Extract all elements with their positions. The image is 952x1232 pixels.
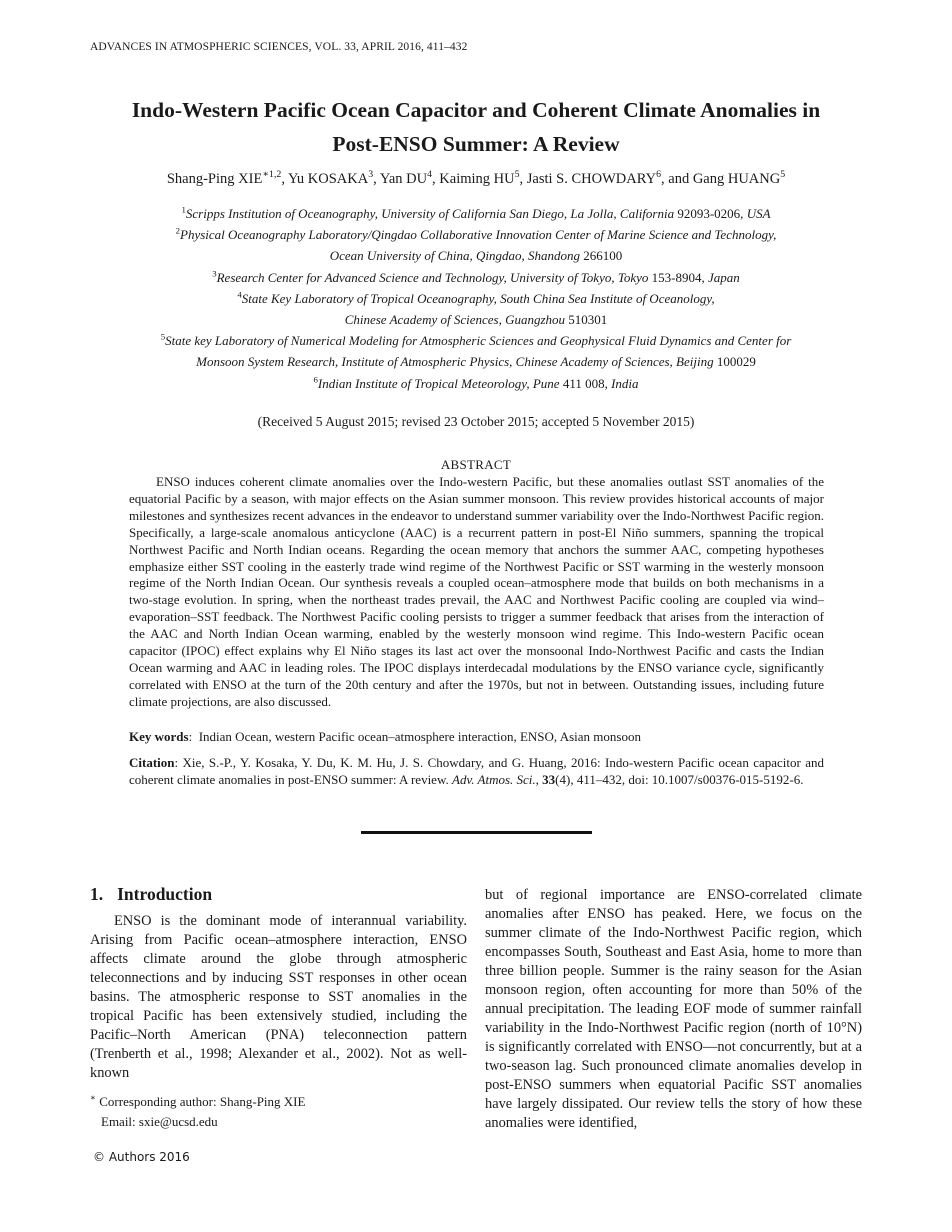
citation-journal: Adv. Atmos. Sci.	[452, 772, 536, 787]
affiliation-inst: Physical Oceanography Laboratory/Qingdao Collaborative Innovation Center of Marine Science and Technology,	[180, 227, 777, 243]
abstract-body: ENSO induces coherent climate anomalies over the Indo-western Pacific, but these anomalies outlast SST anomalies of the equatorial Pacific by a season, with major effects on the Asian summer monsoon. This review provides historical accounts of major milestones and synthesizes recent advances in the endeavor to understand summer variability over the Indo-Northwest Pacific region. Specifically, a large-scale anomalous anticyclone (AAC) is a recurrent pattern in post-El Niño summers, spanning the tropical Northwest Pacific and North Indian oceans. Regarding the ocean memory that anchors the summer AAC, competing hypotheses emphasize either SST cooling in the easterly trade wind regime of the Northwest Pacific or SST warming in the westerly monsoon regime of the North Indian Ocean. Our synthesis reveals a coupled ocean–atmosphere mode that builds on both mechanisms in a two-stage evolution. In spring, when the northeast trades prevail, the AAC and Northwest Pacific cooling are coupled via wind–evaporation–SST feedback. The Northwest Pacific cooling persists to trigger a summer feedback that arises from the interaction of the AAC and North Indian Ocean warming, enabled by the westerly monsoon wind regime. This Indo-western Pacific ocean capacitor (IPOC) effect explains why El Niño stages its last act over the monsoonal Indo-Northwest Pacific and casts the Indian Ocean warming and AAC in leading roles. The IPOC displays interdecadal modulations by the ENSO variance cycle, significantly correlated with ENSO at the turn of the 20th century and after the 1970s, but not in between. Outstanding issues, including future climate projections, are also discussed.	[129, 474, 824, 709]
affiliation-code: 266100	[579, 248, 623, 264]
affiliation-code: 510301	[565, 312, 608, 328]
author-name: Yan DU	[379, 171, 428, 187]
citation	[129, 754, 824, 788]
affiliation-code: 92093-0206,	[674, 206, 747, 221]
footnote-email: Email: sxie@ucsd.edu	[101, 1114, 218, 1129]
intro-left-column: ENSO is the dominant mode of interannual variability. Arising from Pacific ocean–atmosphere interaction, ENSO affects climate around the globe through atmospheric teleconnections and by inducing SST responses in other ocean basins. The atmospheric response to SST anomalies in the tropical Pacific has been extensively studied, including the Pacific–North American (PNA) teleconnection pattern (Trenberth et al., 1998; Alexander et al., 2002). Not as well-known	[90, 913, 467, 1081]
author-name: Yu KOSAKA	[288, 171, 369, 187]
keywords-label: Key words	[129, 729, 189, 744]
affiliation-inst: Indian Institute of Tropical Meteorology, Pune	[317, 375, 560, 391]
affiliation-2-cont	[0, 245, 952, 266]
intro-right-column: but of regional importance are ENSO-correlated climate anomalies after ENSO has peaked. Here, we focus on the summer climate of the Indo-Northwest Pacific region, which encompasses South, Southeast and East Asia, home to more than three billion people. Summer is the rainy season for the Asian monsoon region, often accounting for more than 50% of the annual precipitation. The leading EOF mode of summer rainfall variability in the Indo-Northwest Pacific region (north of 10°N) is significantly correlated with ENSO—not concurrently, but at a two-season lag. Such pronounced climate anomalies develop in post-ENSO summers when equatorial Pacific SST anomalies have largely dissipated. Our review tells the story of how these anomalies were identified,	[485, 887, 862, 1131]
affiliation-inst: State Key Laboratory of Tropical Oceanography, South China Sea Institute of Oceanology,	[241, 290, 715, 306]
affiliation-inst: Ocean University of China, Qingdao, Shandong	[329, 248, 580, 264]
affiliation-num: 2	[175, 225, 181, 236]
copyright: © Authors 2016	[93, 1150, 190, 1164]
affiliation-country: Japan	[708, 269, 740, 285]
author-sep: ,	[519, 171, 527, 187]
affiliation-num: 4	[237, 289, 242, 300]
footnote	[90, 1092, 305, 1132]
affiliation-num: 3	[212, 268, 217, 279]
citation-sep: ,	[535, 772, 543, 787]
affiliation-country: India	[611, 375, 639, 391]
affiliation-country: USA	[746, 206, 771, 221]
affiliation-inst: Scripps Institution of Oceanography, University of California San Diego, La Jolla, California	[185, 206, 675, 221]
affiliation-inst: Monsoon System Research, Institute of Atmospheric Physics, Chinese Academy of Sciences, Beijing	[196, 354, 714, 370]
author-sup: 4	[427, 169, 433, 181]
section-number: 1.	[90, 884, 104, 904]
section-title: Introduction	[117, 884, 213, 904]
affiliation-num: 5	[160, 331, 166, 342]
footnote-text: Corresponding author: Shang-Ping XIE	[96, 1094, 306, 1109]
citation-label: Citation	[129, 755, 175, 770]
author-name: Shang-Ping XIE	[166, 171, 263, 187]
citation-volume: 33	[542, 772, 556, 787]
affiliation-2	[0, 224, 952, 245]
affiliation-6	[0, 373, 952, 394]
paper-title	[0, 93, 952, 161]
affiliation-4	[0, 288, 952, 309]
author-name: Gang HUANG	[692, 171, 781, 187]
author-sep: ,	[432, 171, 440, 187]
author-sup: 5	[780, 169, 786, 181]
received-dates: (Received 5 August 2015; revised 23 October 2015; accepted 5 November 2015)	[257, 414, 695, 429]
citation-text: : Xie, S.-P., Y. Kosaka, Y. Du, K. M. Hu, J. S. Chowdary, and G. Huang, 2016: Indo-western Pacific ocean capacitor and coherent climate anomalies in post-ENSO summer: A review.	[129, 755, 824, 787]
author-sep: ,	[281, 171, 289, 187]
affiliation-inst: State key Laboratory of Numerical Modeling for Atmospheric Sciences and Geophysical Fluid Dynamics and Center for	[165, 333, 792, 349]
author-sep: , and	[661, 171, 693, 187]
affiliation-4-cont	[0, 309, 952, 330]
affiliation-code: 153-8904,	[648, 269, 709, 285]
affiliation-list	[0, 203, 952, 394]
journal-header: ADVANCES IN ATMOSPHERIC SCIENCES, VOL. 33, APRIL 2016, 411–432	[90, 41, 468, 53]
author-name: Jasti S. CHOWDARY	[526, 171, 657, 187]
affiliation-1	[0, 203, 952, 224]
section-heading	[90, 884, 212, 905]
keywords-text: Indian Ocean, western Pacific ocean–atmosphere interaction, ENSO, Asian monsoon	[198, 729, 641, 744]
affiliation-inst: Chinese Academy of Sciences, Guangzhou	[344, 312, 566, 328]
keywords: Key words: Indian Ocean, western Pacific ocean–atmosphere interaction, ENSO, Asian monsoon	[129, 729, 641, 744]
affiliation-code: 100029	[713, 354, 756, 370]
affiliation-num: 6	[313, 374, 318, 385]
affiliation-5	[0, 330, 952, 351]
author-sup: 6	[656, 169, 662, 181]
author-sup: ∗1,2	[262, 169, 282, 181]
affiliation-code: 411 008,	[559, 375, 612, 391]
affiliation-5-cont	[0, 351, 952, 372]
author-sep: ,	[373, 171, 380, 187]
citation-doi: (4), 411–432, doi: 10.1007/s00376-015-5192-6.	[555, 772, 804, 787]
author-sup: 3	[368, 169, 374, 181]
abstract-heading: ABSTRACT	[440, 457, 512, 472]
author-name: Kaiming HU	[439, 171, 515, 187]
affiliation-3	[0, 267, 952, 288]
title-line-2: Post-ENSO Summer: A Review	[332, 132, 620, 156]
author-list	[0, 171, 952, 188]
affiliation-num: 1	[181, 204, 186, 215]
section-divider	[361, 831, 592, 834]
title-line-1: Indo-Western Pacific Ocean Capacitor and Coherent Climate Anomalies in	[131, 98, 821, 122]
footnote-mark: ∗	[90, 1092, 97, 1103]
affiliation-inst: Research Center for Advanced Science and Technology, University of Tokyo, Tokyo	[216, 269, 649, 285]
author-sup: 5	[514, 169, 520, 181]
